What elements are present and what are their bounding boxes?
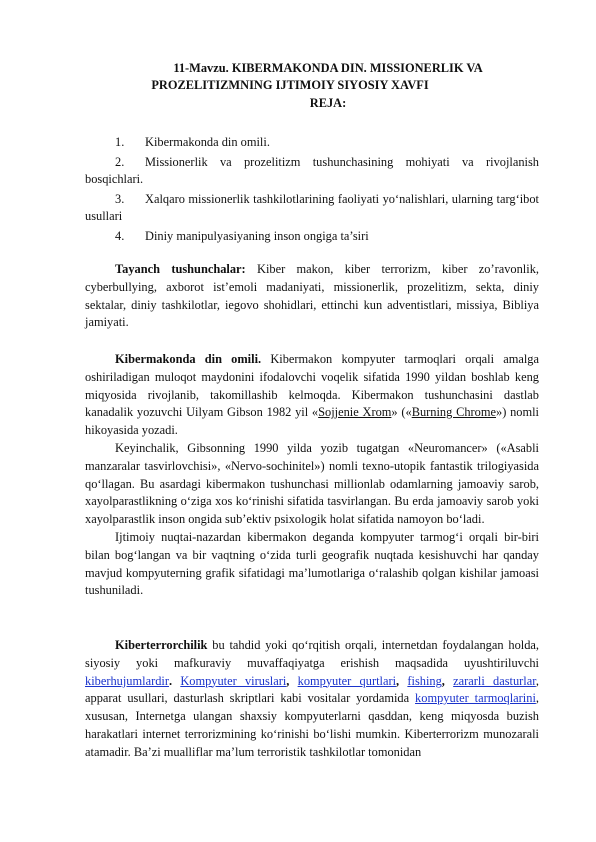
plan-item-number: 4. <box>115 228 125 243</box>
plan-item-text: Missionerlik va prozelitizm tushunchasining mohiyati va rivojlanish bosqichlari. <box>85 154 539 186</box>
keywords-paragraph <box>85 261 539 332</box>
zararli-dasturlar-link[interactable]: zararli dasturlar <box>453 673 536 688</box>
paragraph-text: bu tahdid yoki qo‘rqitish orqali, internetdan foydalangan holda, siyosiy yoki mafkuraviy muvaffaqiyatga erishish maqsadida uyushtiriluvchi <box>85 638 539 670</box>
plan-item <box>85 191 539 226</box>
paragraph-text: » (« <box>391 405 412 420</box>
paragraph <box>85 351 539 440</box>
plan-item-number: 1. <box>115 135 125 149</box>
plan-item <box>85 134 539 152</box>
paragraph-text: , <box>286 673 298 688</box>
plan-item-text: Xalqaro missionerlik tashkilotlarining faoliyati yo‘nalishlari, ularning targ‘ibot usullari <box>85 191 539 223</box>
plan-item-text: Diniy manipulyasiyaning inson ongiga ta’siri <box>145 228 369 243</box>
section-label: Kiberterrorchilik <box>115 638 208 652</box>
section-label: Kibermakonda din omili. <box>115 352 262 366</box>
kompyuter-tarmoqlari-link[interactable]: kompyuter tarmoqlarini <box>415 691 536 706</box>
plan-item-text: Kibermakonda din omili. <box>145 135 270 149</box>
plan-item-number: 3. <box>115 191 125 206</box>
plan-item <box>85 228 539 246</box>
paragraph-text: ») nomli hikoyasida yozadi. <box>85 405 539 438</box>
paragraph-text: Kibermakon kompyuter tarmoqlari orqali amalga oshiriladigan muloqot maydonini ifodalovchi voqelik sifatida 1990 yildan boshlab keng miqyosida rivojlanib, takomillashib kelmoqda. Kibermakon tushunchasini dastlab kanadalik yozuvchi Uilyam Gibson 1982 yil « <box>85 352 540 420</box>
fishing-link[interactable]: fishing <box>407 673 442 688</box>
paragraph-text: , apparat usullari, dasturlash skriptlari kabi vositalar yordamida <box>85 673 539 706</box>
lecture-title-line2: PROZELITIZMNING IJTIMOIY SIYOSIY XAVFI <box>151 78 429 92</box>
kompyuter-viruslari-link[interactable]: Kompyuter viruslari <box>180 673 287 688</box>
section-cyberspace <box>85 351 539 600</box>
paragraph-text: , <box>396 673 408 688</box>
paragraph-text: . <box>168 673 181 688</box>
paragraph: Keyinchalik, Gibsonning 1990 yilda yozib tugatgan «Neuromancer» («Asabli manzaralar tasvirlovchisi», «Nervo-sochinitel») nomli texno-utopik fantastik trilogiyasida qo‘llagan. Bu asardagi kibermakon tushunchasi millionlab odamlarning jamoaviy sarob, xayolparastlikning o‘ziga xos ko‘rinishi sifatida tasvirlangan. Bu erda jamoaviy sarob yoki xayolparastlik inson ongida sub’ektiv psixologik holat sifatida namoyon bo‘ladi. <box>85 440 539 527</box>
sojjenie-xrom-link[interactable]: Sojjenie Xrom <box>318 405 392 420</box>
keywords-text: Kiber makon, kiber terrorizm, kiber zo’ravonlik, cyberbullying, axborot ist’emoli madaniyati, missionerlik, prozelitizm, sekta, diniy sektalar, diniy tashkilotlar, iegovo shohidlari, ettinchi kun adventistlari, missiya, Bibliya jamiyati. <box>85 262 539 330</box>
plan-heading: REJA: <box>309 96 347 110</box>
paragraph-text: , xususan, Internetga ulangan shaxsiy kompyuterlarni qasddan, keng miqyosda buzish harakatlari internet terrorizmining ko‘rinishi bo‘lishi mumkin. Kiberterrorizm munozarali atamadir. Ba’zi mualliflar ma’lum terroristik tashkilotlar tomonidan <box>85 691 539 759</box>
kompyuter-qurtlari-link[interactable]: kompyuter qurtlari <box>297 673 397 688</box>
kiberhujumlar-link[interactable]: kiberhujumlardir <box>85 673 169 688</box>
keywords-label: Tayanch tushunchalar: <box>115 262 246 276</box>
paragraph-text: , <box>441 673 454 688</box>
section-cyberterrorism <box>85 637 539 762</box>
paragraph: Ijtimoiy nuqtai-nazardan kibermakon deganda kompyuter tarmog‘i orqali bir-biri bilan bog‘langan va bir vaqtning o‘zida turli geografik nuqtada kesishuvchi har qanday mavjud kompyuterning grafik sifatidagi ma’lumotlariga o‘ralashib qolgan kishilar jamoasi tushuniladi. <box>85 529 539 598</box>
plan-item <box>85 154 539 189</box>
lecture-title-line1: 11-Mavzu. KIBERMAKONDA DIN. MISSIONERLIK VA <box>173 61 483 75</box>
plan-list <box>85 134 539 245</box>
plan-item-number: 2. <box>115 154 125 169</box>
burning-chrome-link[interactable]: Burning Chrome <box>411 405 496 420</box>
